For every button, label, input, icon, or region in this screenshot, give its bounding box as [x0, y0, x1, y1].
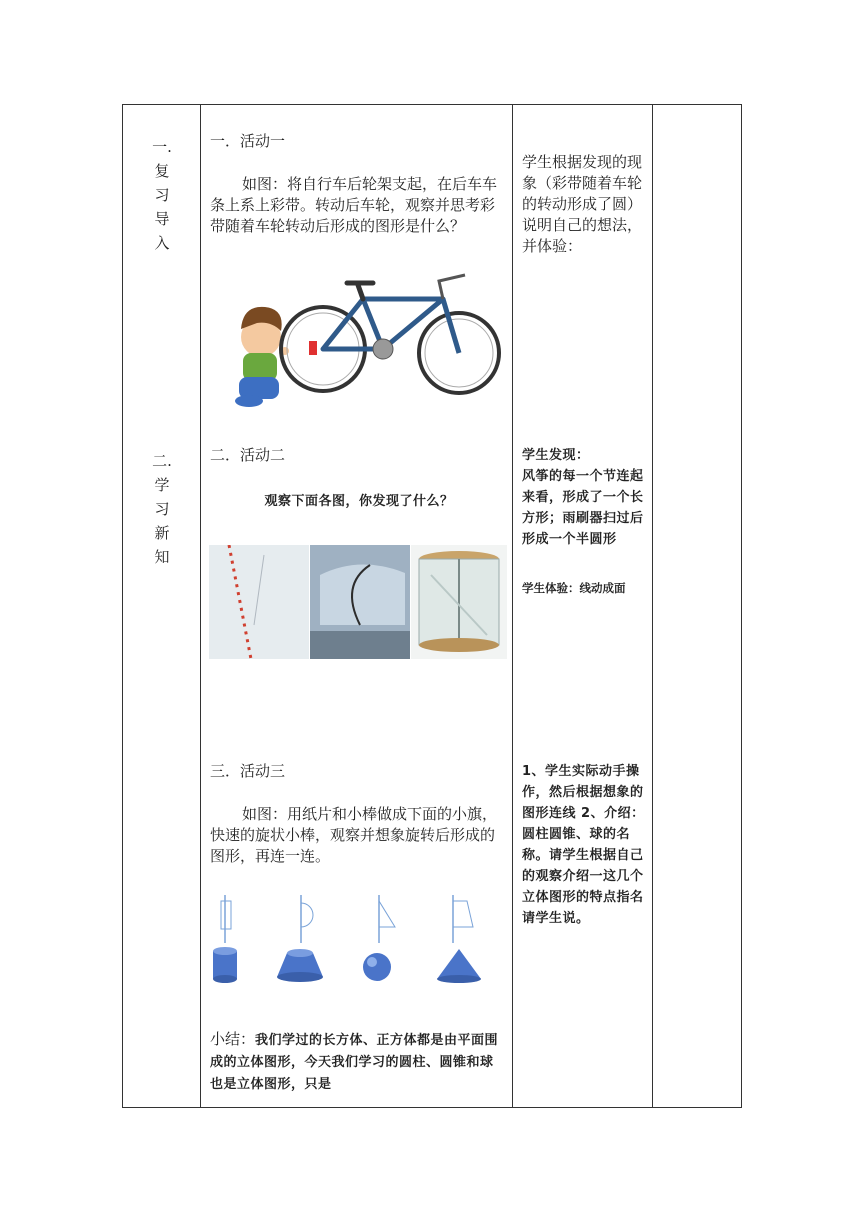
bicycle-illustration [213, 265, 505, 413]
flag-sheet [379, 901, 395, 927]
frustum-top [287, 949, 313, 957]
activity3-title: 三．活动三 [210, 762, 286, 780]
summary [210, 1029, 506, 1095]
sphere-body [363, 953, 391, 981]
cone-base [437, 975, 481, 983]
stage-number: 一. [152, 138, 172, 156]
bike-handlebar [439, 275, 465, 299]
stage-char: 复 [154, 162, 170, 180]
activity3-body: 如图：用纸片和小棒做成下面的小旗，快速的旋状小棒，观察并想象旋转后形成的图形，再连一连。 [210, 805, 498, 865]
stage-review-label [123, 135, 201, 255]
flag-sheet [453, 901, 473, 927]
frustum-shape [277, 949, 323, 982]
cone-shape [437, 949, 481, 983]
kite-photo [209, 545, 309, 659]
door-base [419, 638, 499, 652]
cone-body [437, 949, 481, 979]
wiper-image [310, 545, 410, 659]
flag-semicircle [301, 895, 313, 943]
column-divider [512, 105, 513, 1107]
boy-shoe [235, 395, 263, 407]
sphere-shape [363, 953, 391, 981]
flag-triangle [379, 895, 395, 943]
kite-image [209, 545, 309, 659]
activity2-student-title: 学生发现： [522, 448, 590, 463]
stage-char: 学 [154, 476, 170, 494]
summary-label: 小结： [210, 1030, 256, 1048]
kite-line [254, 555, 264, 625]
wiper-photo [310, 545, 410, 659]
kite-string [229, 545, 251, 659]
activity2-prompt: 观察下面各图，你发现了什么？ [264, 494, 454, 509]
cylinder-body [213, 951, 237, 979]
activity2-student-note: 学生体验：线动成面 [522, 581, 626, 595]
stage-char: 知 [154, 548, 170, 566]
stage-char: 入 [154, 234, 170, 252]
activity3-student: 1、学生实际动手操作，然后根据想象的图形连线 2、介绍：圆柱圆锥、球的名称。请学生根据自己的观察介绍一这几个立体图形的特点指名请学生说。 [522, 764, 645, 926]
activity1-student: 学生根据发现的现象（彩带随着车轮的转动形成了圆）说明自己的想法，并体验： [522, 153, 643, 255]
stage-char: 导 [154, 210, 170, 228]
cylinder-shape [213, 947, 237, 983]
stage-number: 二. [152, 452, 172, 470]
frustum-bottom [277, 972, 323, 982]
column-divider [652, 105, 653, 1107]
activity2-student-body: 风筝的每一个节连起来看，形成了一个长方形；雨刷器扫过后形成一个半圆形 [522, 469, 644, 547]
column-divider [200, 105, 201, 1107]
activity1-title: 一．活动一 [210, 132, 286, 150]
cylinder-top [213, 947, 237, 955]
revolving-door-photo [411, 545, 507, 659]
stage-char: 习 [154, 186, 170, 204]
activity2-title: 二．活动二 [210, 446, 286, 464]
bike-crank [373, 339, 393, 359]
stage-new-label [123, 449, 201, 569]
activity1-body: 如图：将自行车后轮架支起，在后车车条上系上彩带。转动后车轮，观察并思考彩带随着车轮转动后形成的图形是什么？ [210, 175, 498, 235]
flag-sheet [301, 903, 313, 927]
boy-shirt [243, 353, 277, 381]
revolving-door-image [411, 545, 507, 659]
sphere-highlight [367, 957, 377, 967]
flag-rectangle [221, 895, 231, 943]
cylinder-bottom [213, 975, 237, 983]
flag-sheet [221, 901, 231, 929]
flag-trapezoid [453, 895, 473, 943]
lesson-table [122, 104, 742, 1108]
windshield [320, 564, 405, 625]
summary-text: 我们学过的长方体、正方体都是由平面围成的立体图形，今天我们学习的圆柱、圆锥和球也是立体图形，只是 [210, 1033, 499, 1092]
stage-char: 习 [154, 500, 170, 518]
ribbon [309, 341, 317, 355]
stage-char: 新 [154, 524, 170, 542]
rotation-shapes-illustration [209, 895, 509, 995]
car-hood [310, 631, 410, 659]
